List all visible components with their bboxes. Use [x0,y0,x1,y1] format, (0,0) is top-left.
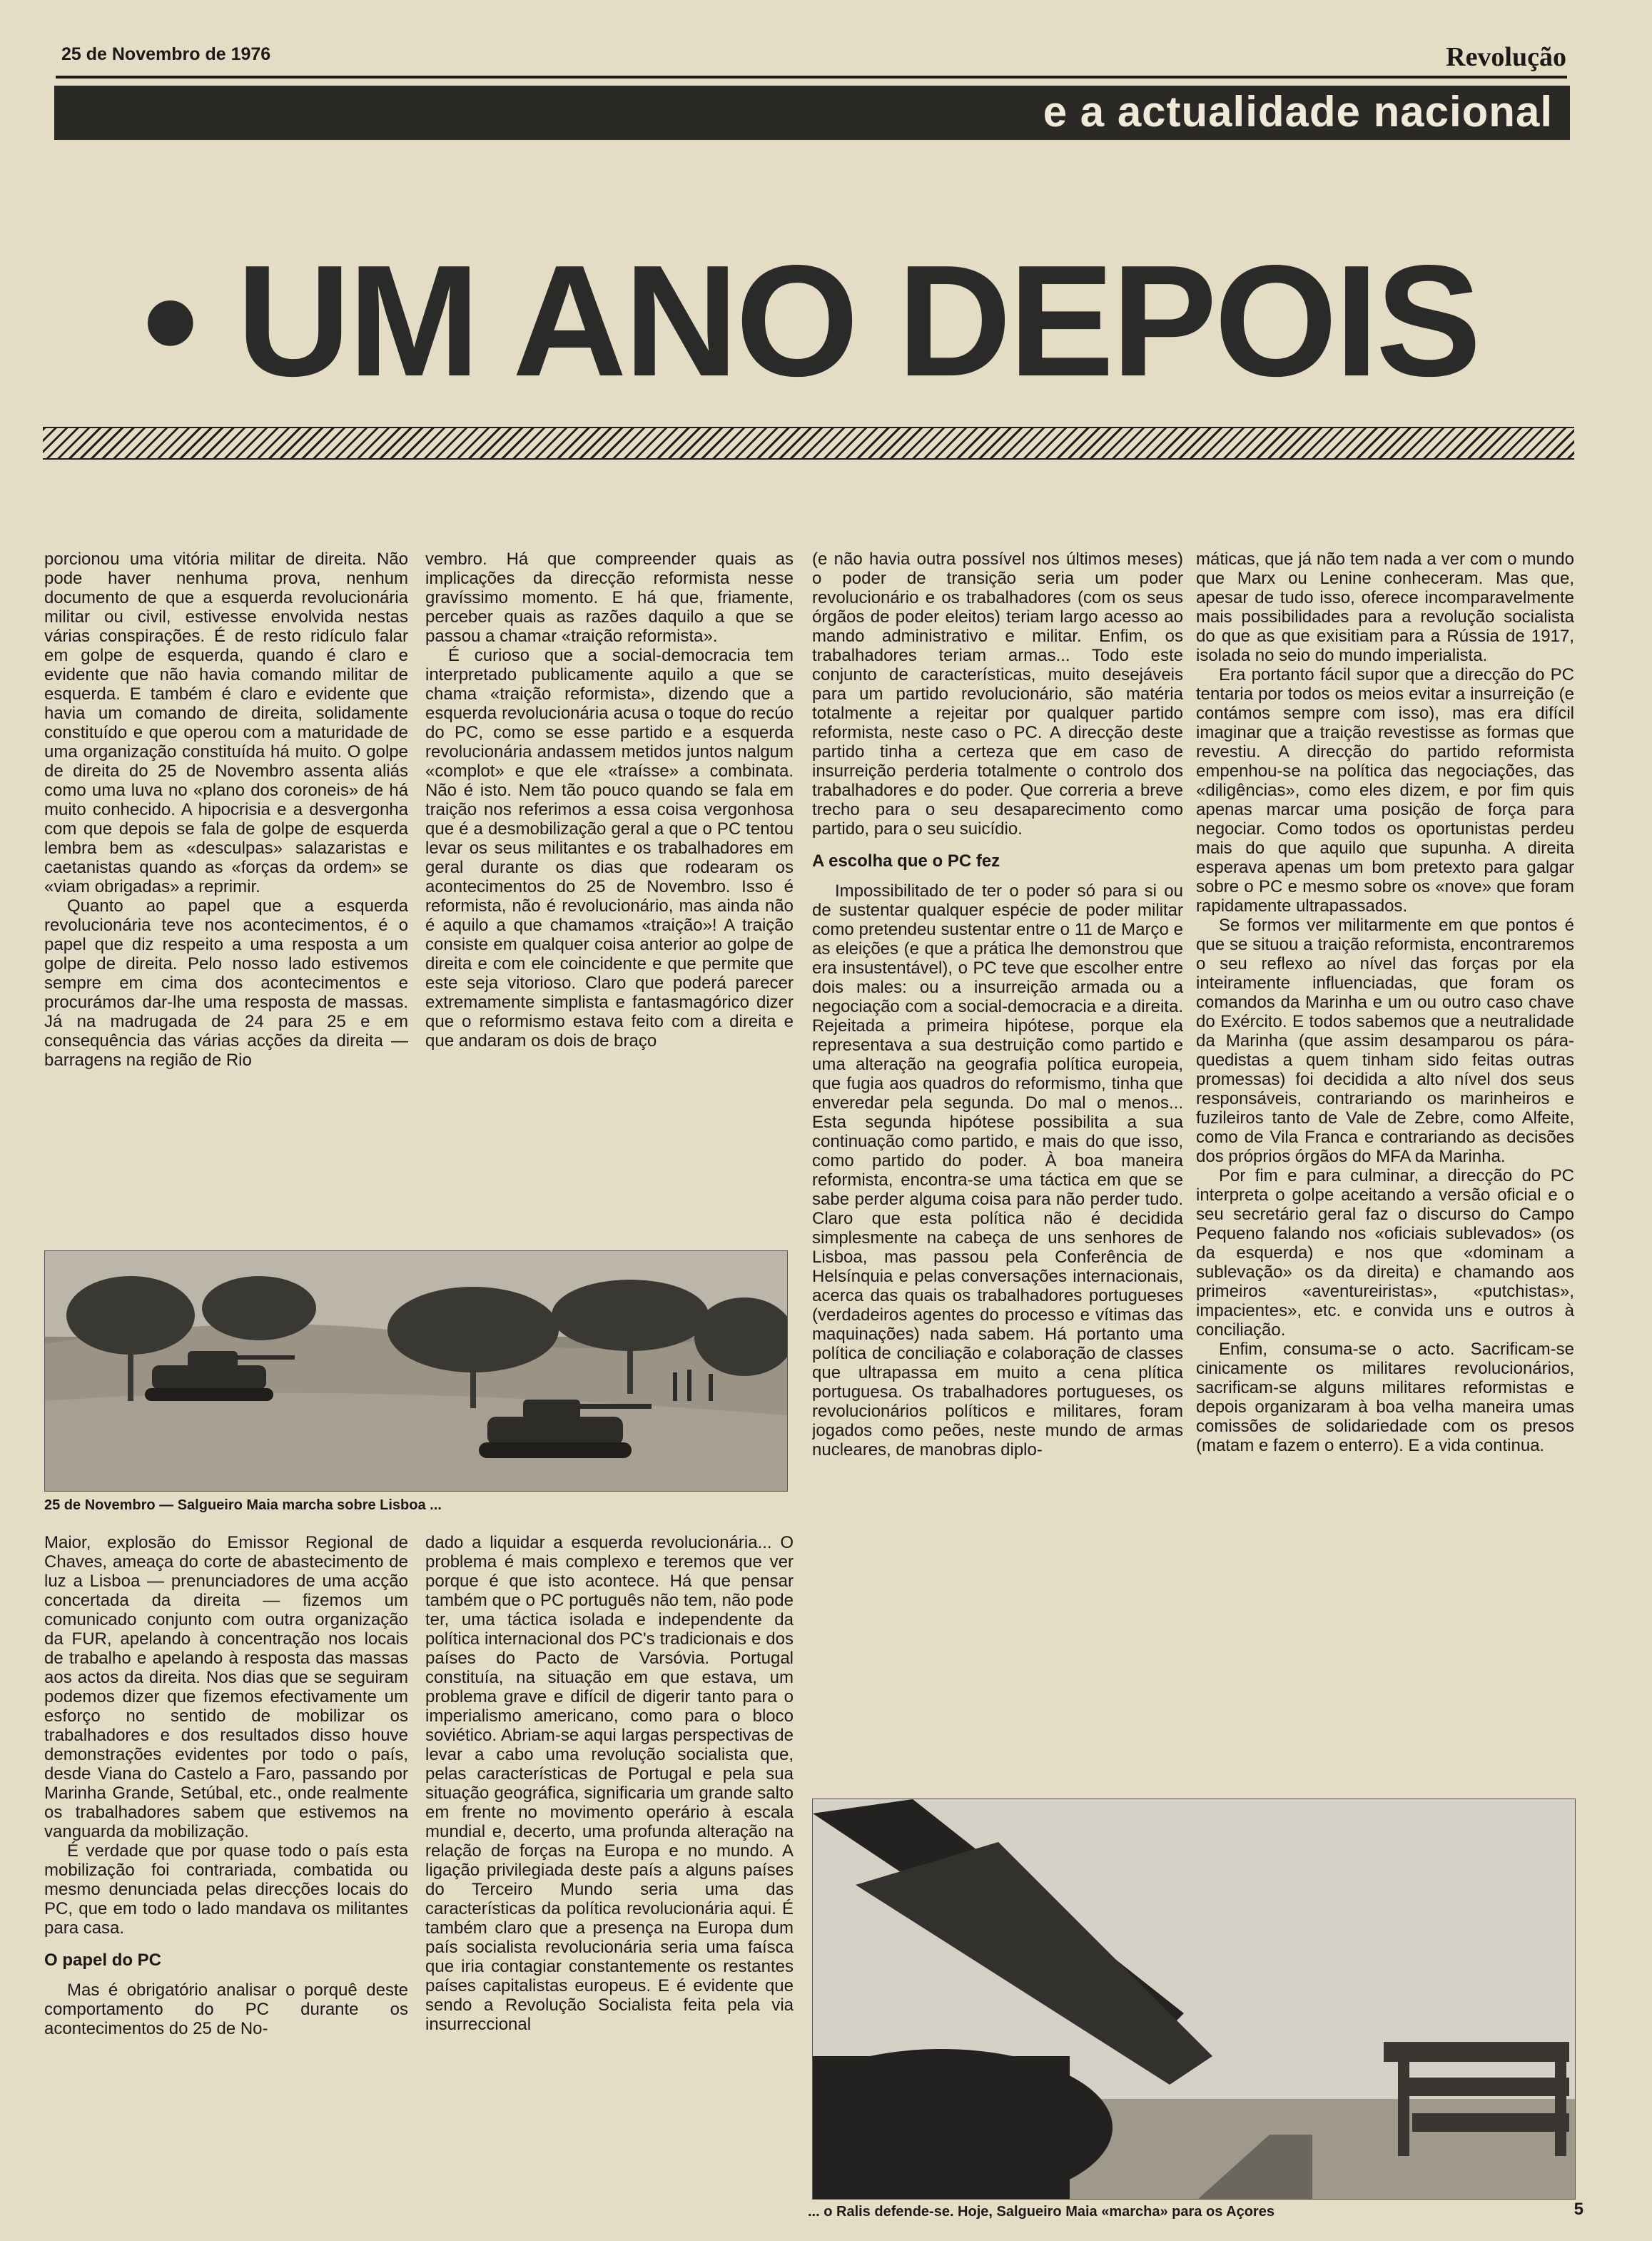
column-2-bottom [425,1533,794,2190]
paragraph: Por fim e para culminar, a direcção do PC interpreta o golpe aceitando a versão oficial e o seu secretário geral faz o discurso do Campo Pequeno falando nos «oficiais sublevados» (os da esquerda) e nos que «dominam a sublevação» os da direita) e chamando aos primeiros «aventureiristas», «putchistas», impacientes», etc. e convida uns e outros à conciliação. [1196,1166,1574,1340]
page-number: 5 [1574,2200,1583,2219]
column-3 [812,550,1183,1791]
masthead-title: Revolução [1446,42,1566,72]
tanks-photo [44,1250,788,1492]
header-rule [56,76,1567,79]
hatched-divider [43,427,1574,460]
subheading-escolha: A escolha que o PC fez [812,851,1000,871]
subheading-papel: O papel do PC [44,1951,162,1970]
paragraph: dado a liquidar a esquerda revolucionária... O problema é mais complexo e teremos que ver porque é que isto acontece. Há que pensar também que o PC português não tem, não pode ter, uma táctica isolada e independente da política internacional dos PC's tradicionais e dos países do Pacto de Varsóvia. Portugal constituía, na situação em que estava, um problema grave e difícil de digerir tanto para o imperialismo americano, como para o bloco soviético. Abriam-se aqui largas perspectivas de levar a cabo uma revolução socialista que, pelas características de Portugal e pela sua situação geográfica, significaria um grande salto em frente no movimento operário à escala mundial e, decerto, uma profunda alteração na relação de forças na Europa e no mundo. A ligação privilegiada deste país a alguns países do Terceiro Mundo seria uma das características da política revolucionária aqui. É também claro que a presença na Europa dum país socialista revolucionária seria uma faísca que iria contagiar constantemente os restantes países capitalistas europeus. E é evidente que sendo a Revolução Socialista feita pela via insurreccional [425,1533,794,2034]
paragraph: Quanto ao papel que a esquerda revolucionária teve nos acontecimentos, é o papel que diz respeito a uma resposta a um golpe de direita. Pelo nosso lado estivemos sempre em cima dos acontecimentos e procurámos dar-lhe uma resposta de massas. Já na madrugada de 24 para 25 e em consequência das várias acções da direita — barragens na região de Rio [44,896,408,1070]
issue-date: 25 de Novembro de 1976 [61,44,271,64]
paragraph: Era portanto fácil supor que a direcção do PC tentaria por todos os meios evitar a insurreição (e contámos sempre com isso), mas era difícil imaginar que a traição revestisse as formas que revestiu. A direcção do partido reformista empenhou-se na política das negociações, das «diligências», como eles dizem, e por fim quis apenas marcar uma posição de força para negociar. Como todos os oportunistas perdeu mais do que aquilo que supunha. A direita esperava apenas um bom pretexto para galgar sobre o PC e mesmo sobre os «nove» que foram rapidamente ultrapassados. [1196,665,1574,916]
photo-caption-1: 25 de Novembro — Salgueiro Maia marcha sobre Lisboa ... [44,1497,442,1513]
column-1-top [44,550,408,1242]
paragraph: Se formos ver militarmente em que pontos é que se situou a traição reformista, encontraremos o seu reflexo ao nível das forças por ela inteiramente influenciadas, que foram os comandos da Marinha e um ou outro caso chave do Exército. E todos sabemos que a neutralidade da Marinha (que assim desamparou os pára-quedistas a quem tinham sido feitas outras promessas) foi decidida a alto nível dos seus responsáveis, contrariando os marinheiros e fuzileiros tanto de Vale de Zebre, como Alfeite, como de Vila Franca e contrariando as decisões dos próprios órgãos do MFA da Marinha. [1196,916,1574,1166]
column-1-bottom [44,1533,408,2190]
paragraph: Enfim, consuma-se o acto. Sacrificam-se cinicamente os militares revolucionários, sacrificam-se alguns militares reformistas e depois organizaram à boa velha maneira umas comissões de solidariedade com os presos (matam e fazem o enterro). E a vida continua. [1196,1340,1574,1455]
paragraph: Maior, explosão do Emissor Regional de Chaves, ameaça do corte de abastecimento de luz a Lisboa — prenunciadores de uma acção concertada da direita — fizemos um comunicado conjunto com outra organização da FUR, apelando à concentração nos locais de trabalho e apelando à resposta das massas aos actos da direita. Nos dias que se seguiram podemos dizer que fizemos efectivamente um esforço no sentido de mobilizar os trabalhadores e dos resultados disso houve demonstrações evidentes por todo o país, desde Viana do Castelo a Faro, passando por Marinha Grande, Setúbal, etc., onde realmente os trabalhadores sabem que estivemos na vanguarda da mobilização. [44,1533,408,1841]
paragraph: (e não havia outra possível nos últimos meses) o poder de transição seria um poder revolucionário e os trabalhadores (com os seus órgãos de poder eleitos) teriam largo acesso ao mando administrativo e militar. Enfim, os trabalhadores teriam armas... Todo este conjunto de características, muito desejáveis para um partido revolucionário, são matéria totalmente a rejeitar por qualquer partido reformista, neste caso o PC. A direcção deste partido tinha a certeza que em caso de insurreição perderia totalmente o controlo dos trabalhadores e do poder. Que correria a breve trecho para o seu desaparecimento como partido, para o seu suicídio. [812,550,1183,839]
section-title: e a actualidade nacional [1043,88,1553,136]
section-band [54,86,1570,140]
column-2-top [425,550,794,1242]
paragraph: Mas é obrigatório analisar o porquê deste comportamento do PC durante os acontecimentos do 25 de No- [44,1981,408,2038]
photo-caption-2: ... o Ralis defende-se. Hoje, Salgueiro Maia «marcha» para os Açores [808,2204,1275,2220]
headline: • UM ANO DEPOIS [143,233,1479,410]
paragraph: É curioso que a social-democracia tem interpretado publicamente aquilo a que se chama «traição reformista», dizendo que a esquerda revolucionária acusa o toque do recúo do PC, como se esse partido e a esquerda revolucionária andassem metidos juntos nalgum «complot» e que ele «traísse» a combinata. Não é isto. Nem tão pouco quando se fala em traição nos referimos a essa coisa vergonhosa que é a desmobilização geral a que o PC tentou levar os seus militantes e os trabalhadores em geral durante os dias que rodearam os acontecimentos do 25 de Novembro. Isso é reformista, não é revolucionário, mas ainda não é aquilo a que chamamos «traição»! A traição consiste em qualquer coisa anterior ao golpe de direita e com ele coincidente e que permite que este seja vitorioso. Claro que poderá parecer extremamente simplista e fantasmagórico dizer que o reformismo estava feito com a direita e que andaram os dois de braço [425,646,794,1051]
paragraph: porcionou uma vitória militar de direita. Não pode haver nenhuma prova, nenhum documento de que a esquerda revolucionária militar ou civil, estivesse envolvida nestas várias conspirações. É de resto ridículo falar em golpe de esquerda, quando é claro e evidente que não havia comando militar de esquerda. E também é claro e evidente que havia um comando de direita, solidamente constituído e que operou com a maturidade de uma organização constituída há muito. O golpe de direita do 25 de Novembro assenta aliás como uma luva no «plano dos coroneis» de há muito conhecido. A hipocrisia e a desvergonha com que depois se fala de golpe de esquerda lembra bem as «desculpas» salazaristas e caetanistas quando as «forças da ordem» se «viam obrigadas» a reprimir. [44,550,408,896]
column-4 [1196,550,1574,1806]
paragraph: Impossibilitado de ter o poder só para si ou de sustentar qualquer espécie de poder militar como pretendeu sustentar entre o 11 de Março e as eleições (e que a prática lhe demonstrou que era insustentável), o PC teve que escolher entre dois males: ou a insurreição armada ou a negociação com a social-democracia e a direita. Rejeitada a primeira hipótese, porque ela representava a sua destruição como partido e uma alteração na geografia política europeia, que fugia aos quadros do reformismo, tinha que enveredar pela segunda. Do mal o menos... Esta segunda hipótese possibilita a sua continuação como partido, e mais do que isso, como partido do poder. À boa maneira reformista, encontra-se uma táctica em que se sabe perder alguma coisa para não perder tudo. Claro que esta política não é decidida simplesmente na cabeça de uns senhores de Lisboa, mas passou pela Conferência de Helsínquia e pelas conversações internacionais, acerca das quais os trabalhadores portugueses (verdadeiros agentes do processo e vítimas das maquinações) nada sabem. Há portanto uma política de conciliação e colaboração de classes que ultrapassa em muito a cena plítica portuguesa. Os trabalhadores portugueses, os revolucionários políticos e militares, foram jogados como peões, neste mundo de armas nucleares, de manobras diplo- [812,881,1183,1460]
cannon-photo [812,1799,1576,2200]
paragraph: É verdade que por quase todo o país esta mobilização foi contrariada, combatida ou mesmo denunciada pelas direcções locais do PC, que em todo o lado mandava os militantes para casa. [44,1841,408,1938]
paragraph: vembro. Há que compreender quais as implicações da direcção reformista nesse gravíssimo momento. E há que, friamente, perceber quais as razões daquilo a que se passou a chamar «traição reformista». [425,550,794,646]
paragraph: máticas, que já não tem nada a ver com o mundo que Marx ou Lenine conheceram. Mas que, apesar de tudo isso, oferece incomparavelmente mais possibilidades para a revolução socialista do que as que exisitiam para a Rússia de 1917, isolada no seio do mundo imperialista. [1196,550,1574,665]
